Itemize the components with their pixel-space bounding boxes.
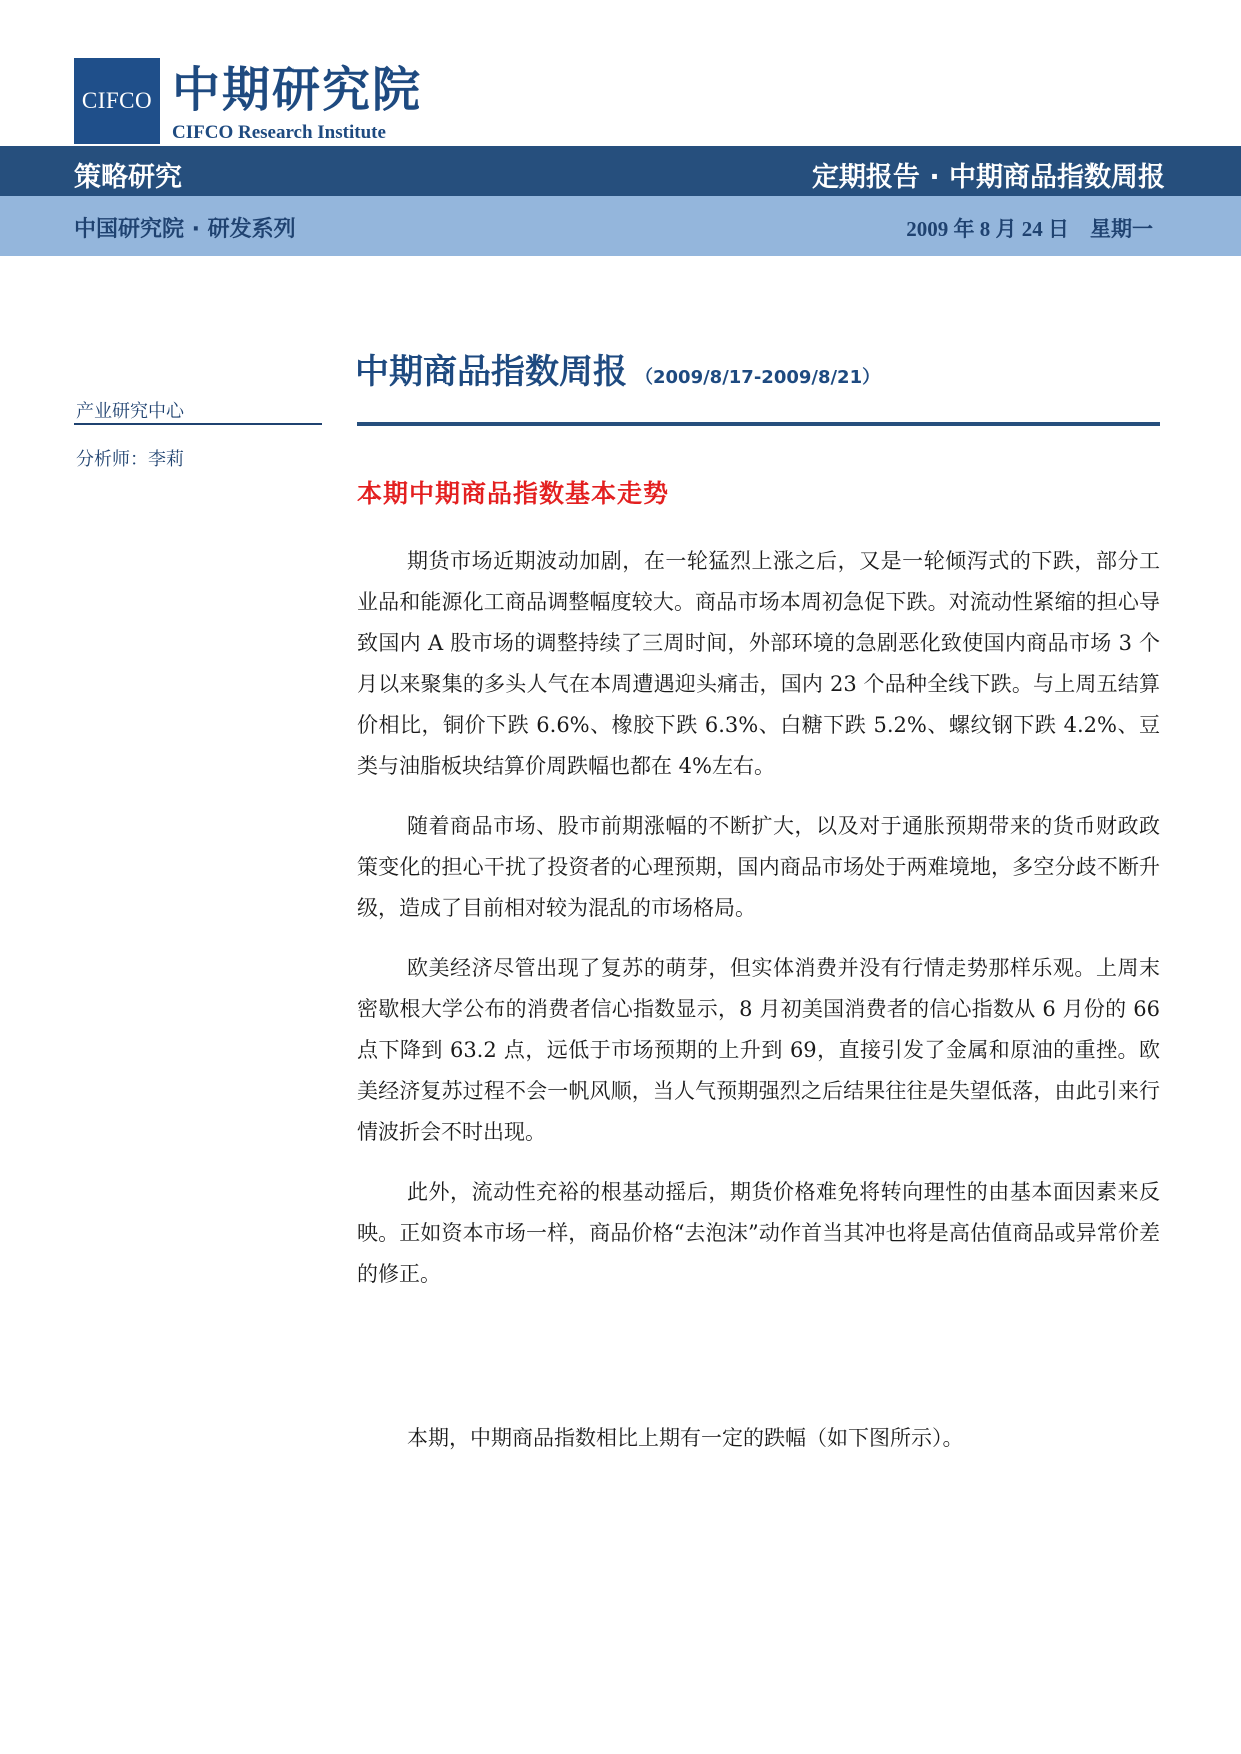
paragraph: 欧美经济尽管出现了复苏的萌芽，但实体消费并没有行情走势那样乐观。上周末密歇根大学公布的消费者信心指数显示，8 月初美国消费者的信心指数从 6 月份的 66 点下降到 63.2 点，远低于市场预期的上升到 69，直接引发了金属和原油的重挫。欧美经济复苏过程不会一帆风顺，当人气预期强烈之后结果往往是失望低落，由此引来行情波折会不时出现。 [357,956,1160,1144]
cifco-logo-mark [74,58,160,144]
title-divider [357,422,1160,426]
report-series: 中国研究院 · 研发系列 [74,217,296,242]
report-title [355,344,880,393]
logo-name-en: CIFCO Research Institute [172,122,386,143]
paragraph: 期货市场近期波动加剧，在一轮猛烈上涨之后，又是一轮倾泻式的下跌，部分工业品和能源化工商品调整幅度较大。商品市场本周初急促下跌。对流动性紧缩的担心导致国内 A 股市场的调整持续了三周时间，外部环境的急剧恶化致使国内商品市场 3 个月以来聚集的多头人气在本周遭遇迎头痛击，国内 23 个品种全线下跌。与上周五结算价相比，铜价下跌 6.6%、橡胶下跌 6.3%、白糖下跌 5.2%、螺纹钢下跌 4.2%、豆类与油脂板块结算价周跌幅也都在 4%左右。 [357,549,1160,778]
paragraph: 随着商品市场、股市前期涨幅的不断扩大，以及对于通胀预期带来的货币财政政策变化的担心干扰了投资者的心理预期，国内商品市场处于两难境地，多空分歧不断升级，造成了目前相对较为混乱的市场格局。 [357,814,1160,920]
paragraph: 此外，流动性充裕的根基动摇后，期货价格难免将转向理性的由基本面因素来反映。正如资本市场一样，商品价格“去泡沫”动作首当其冲也将是高估值商品或异常价差的修正。 [357,1180,1160,1286]
sidebar-department: 产业研究中心 [76,401,184,422]
logo-name-cn: 中期研究院 [172,62,423,118]
section-heading: 本期中期商品指数基本走势 [357,479,670,508]
report-period: （2009/8/17-2009/8/21） [635,367,881,388]
report-category: 策略研究 [74,162,182,193]
report-type: 定期报告 · 中期商品指数周报 [811,162,1165,193]
report-title-main: 中期商品指数周报 [355,352,627,392]
closing-sentence: 本期，中期商品指数相比上期有一定的跌幅（如下图所示）。 [407,1426,964,1450]
logo-abbr: CIFCO [81,88,153,113]
sidebar-analyst: 分析师：李莉 [76,449,184,470]
header-primary-band [0,146,1241,196]
report-date: 2009 年 8 月 24 日 星期一 [906,217,1153,241]
body-text [357,541,1160,1314]
header-secondary-band [0,196,1241,256]
sidebar-divider [74,423,322,425]
